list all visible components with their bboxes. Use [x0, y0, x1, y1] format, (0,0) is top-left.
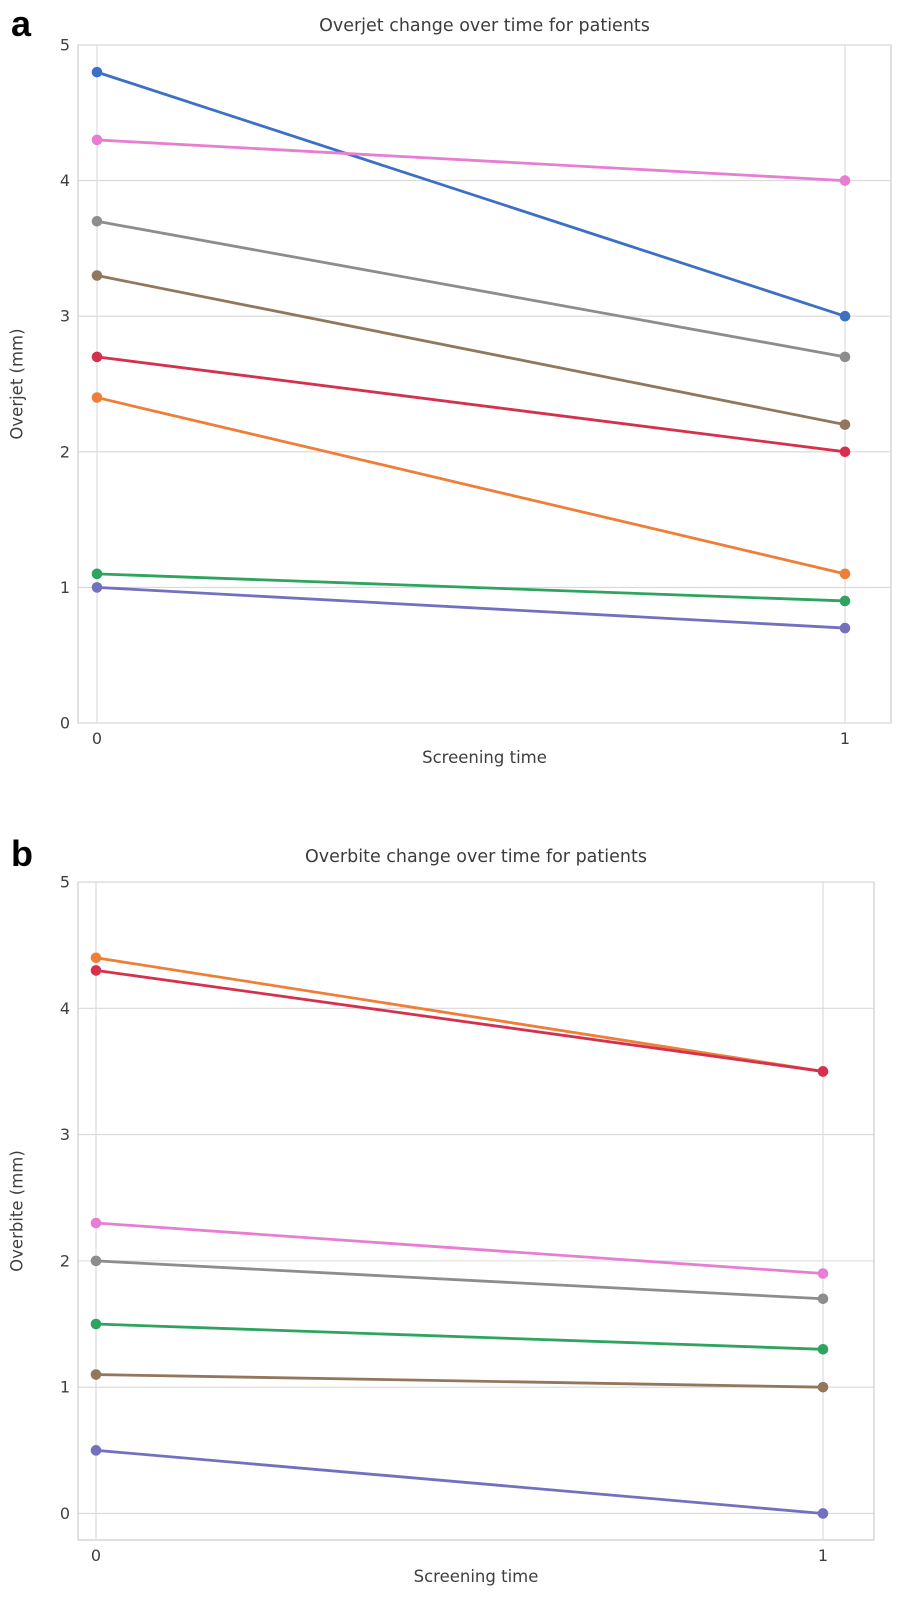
y-tick-label: 1 — [59, 1377, 70, 1397]
y-tick-label: 2 — [59, 442, 70, 462]
y-tick-label: 5 — [59, 35, 70, 55]
data-point-red — [840, 447, 851, 458]
y-tick-label: 4 — [59, 171, 70, 191]
chart-b-x-axis-label: Screening time — [413, 1567, 539, 1586]
data-point-blue — [840, 311, 851, 322]
data-point-brown — [91, 1369, 102, 1380]
data-point-gray — [818, 1293, 829, 1304]
y-tick-label: 5 — [59, 872, 70, 892]
data-point-red — [818, 1066, 829, 1077]
data-point-purple — [92, 582, 103, 593]
y-tick-label: 0 — [59, 1503, 70, 1523]
y-tick-label: 4 — [59, 998, 70, 1018]
panel-label-a: a — [11, 3, 32, 44]
y-tick-label: 2 — [59, 1251, 70, 1271]
data-point-blue — [92, 67, 103, 78]
data-point-pink — [818, 1268, 829, 1279]
x-tick-label: 0 — [91, 729, 103, 748]
chart-b-y-axis-label: Overbite (mm) — [7, 1150, 27, 1272]
data-point-purple — [818, 1508, 829, 1519]
data-point-orange — [92, 392, 103, 403]
data-point-green — [92, 569, 103, 580]
data-point-orange — [840, 569, 851, 580]
data-point-pink — [840, 175, 851, 186]
data-point-red — [92, 352, 103, 363]
data-point-gray — [840, 352, 851, 363]
plot-area-b — [78, 882, 874, 1540]
y-tick-label: 1 — [59, 577, 70, 597]
data-point-brown — [92, 270, 103, 281]
chart-a-x-axis-label: Screening time — [422, 748, 547, 767]
data-point-green — [91, 1319, 102, 1330]
x-tick-label: 1 — [839, 729, 851, 748]
chart-a-y-axis-label: Overjet (mm) — [7, 328, 27, 440]
data-point-brown — [840, 419, 851, 430]
panel-label-b: b — [11, 833, 33, 874]
data-point-purple — [840, 623, 851, 634]
data-point-green — [818, 1344, 829, 1355]
data-point-gray — [92, 216, 103, 227]
y-tick-label: 3 — [59, 1125, 70, 1145]
data-point-gray — [91, 1256, 102, 1267]
data-point-purple — [91, 1445, 102, 1456]
chart-a-title: Overjet change over time for patients — [319, 16, 650, 36]
data-point-pink — [91, 1218, 102, 1229]
x-tick-label: 1 — [817, 1546, 829, 1565]
y-tick-label: 3 — [59, 306, 70, 326]
x-tick-label: 0 — [90, 1546, 102, 1565]
data-point-green — [840, 596, 851, 607]
data-point-red — [91, 965, 102, 976]
y-tick-label: 0 — [59, 713, 70, 733]
data-point-pink — [92, 135, 103, 146]
data-point-orange — [91, 952, 102, 963]
data-point-brown — [818, 1382, 829, 1393]
chart-b-title: Overbite change over time for patients — [305, 847, 647, 867]
